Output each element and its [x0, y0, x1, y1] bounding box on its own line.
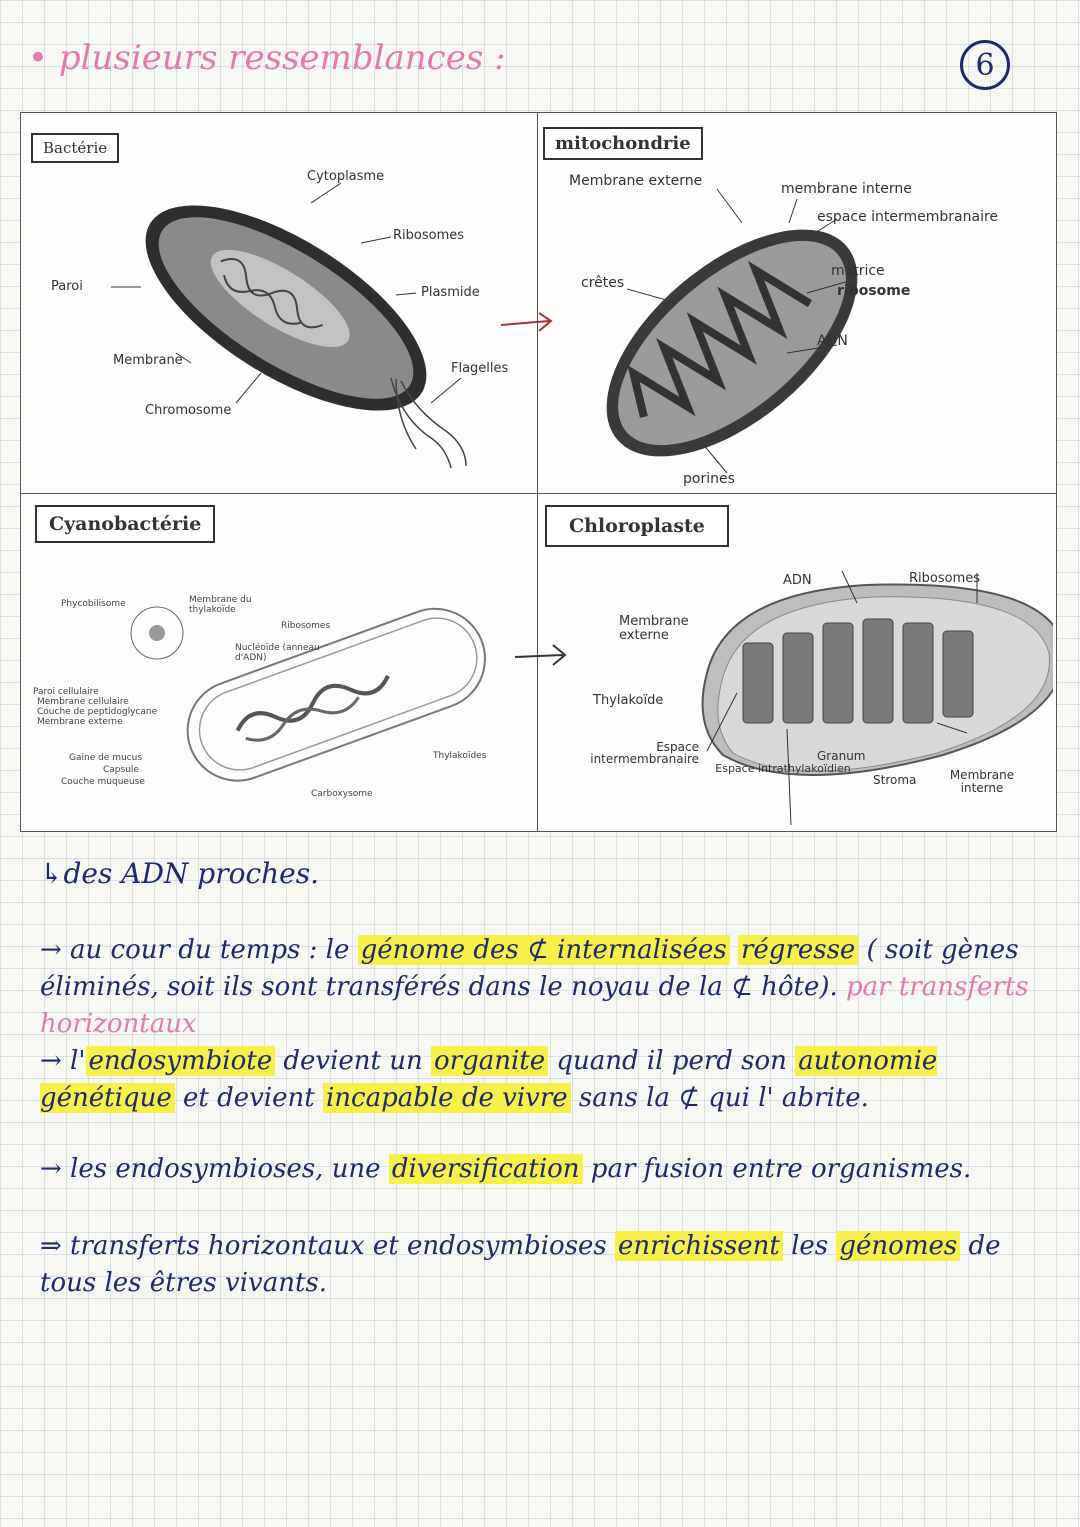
p4-text-a: ⇒ transferts horizontaux et endosymbioses [40, 1231, 607, 1261]
heading-text: • plusieurs ressemblances : [28, 38, 506, 78]
mito-label-espace-intermembranaire: espace intermembranaire [817, 209, 999, 225]
notes-paragraph-4 [40, 1228, 1050, 1302]
p2-text-b: devient un [283, 1046, 423, 1076]
p2-text-d: et devient [182, 1083, 315, 1113]
notes-paragraph-2 [40, 1043, 1050, 1117]
bacterie-label-cytoplasme: Cytoplasme [307, 169, 385, 184]
p1-highlight-regresse: régresse [738, 935, 858, 965]
chloro-label-membrane-externe: Membrane externe [619, 614, 689, 643]
cyano-label-nucleoide: Nucléoïde (anneau d'ADN) [235, 643, 320, 663]
cyano-label-ribosomes: Ribosomes [281, 621, 331, 631]
bacterie-label-flagelles: Flagelles [451, 361, 509, 376]
cyano-label-membrane-cellulaire: Membrane cellulaire [37, 697, 129, 707]
p1-text-a: → au cour du temps : le [40, 935, 350, 965]
p2-text-a: → l' [40, 1046, 86, 1076]
handwritten-notes [40, 855, 1050, 1302]
p1-pink-note: par transferts horizontaux [40, 972, 1029, 1039]
p3-text-b: par fusion entre organismes. [590, 1154, 972, 1184]
chloro-label-membrane-interne: Membrane interne [949, 768, 1015, 795]
chloro-label-thylakoide: Thylakoïde [593, 693, 664, 708]
p2-highlight-organite: organite [431, 1046, 548, 1076]
chloroplaste-title: Chloroplaste [545, 505, 729, 547]
notes-subtitle: ↳des ADN proches. [40, 857, 320, 890]
mito-label-matrice: matrice [831, 263, 885, 279]
p2-text-c: quand il perd son [556, 1046, 787, 1076]
p2-highlight-endosymbiote: endosymbiote [86, 1046, 276, 1076]
cyano-label-membrane-thylakoide: Membrane du thylakoïde [189, 595, 252, 615]
p4-text-b: les [791, 1231, 829, 1261]
chloro-label-adn: ADN [783, 573, 812, 588]
chloro-label-espace-intrathylakoidien: Espace intrathylakoïdien [715, 762, 851, 775]
p1-highlight: génome des ⊄ internalisées [358, 935, 730, 965]
p3-highlight-diversification: diversification [389, 1154, 583, 1184]
mito-label-ribosome: ribosome [837, 283, 911, 299]
bacterie-label-plasmide: Plasmide [421, 285, 480, 300]
comparison-figure [20, 112, 1057, 832]
mito-label-cretes: crêtes [581, 275, 625, 291]
p2-text-e: sans la ⊄ qui l' abrite. [578, 1083, 869, 1113]
notes-paragraph-1 [40, 932, 1050, 1043]
mito-label-adn: ADN [817, 333, 848, 349]
p2-highlight-autonomie: autonomie génétique [40, 1046, 938, 1113]
bacterie-label-membrane: Membrane [113, 353, 183, 368]
cyano-label-carboxysome: Carboxysome [311, 789, 373, 799]
cyano-label-gaine: Gaine de mucus [69, 753, 143, 763]
cyano-label-couche-muqueuse: Couche muqueuse [61, 777, 145, 787]
p2-highlight-incapable: incapable de vivre [323, 1083, 571, 1113]
mitochondria-illustration [537, 113, 1053, 493]
mito-label-membrane-interne: membrane interne [781, 181, 912, 197]
p1-text-c: ( soit gènes éliminés, soit ils sont transférés dans le noyau de la ⊄ hôte). [40, 935, 1019, 1002]
bacterie-label-paroi: Paroi [51, 279, 83, 294]
chloro-label-ribosomes: Ribosomes [909, 571, 981, 586]
cyano-label-phycobilisome: Phycobilisome [61, 599, 126, 609]
cyano-label-thylakoides: Thylakoïdes [433, 751, 487, 761]
chloro-label-espace-intermembranaire: Espace intermembranaire [590, 740, 699, 766]
p4-highlight-enrichissent: enrichissent [615, 1231, 783, 1261]
bacterie-title: Bactérie [31, 133, 119, 163]
bacterie-label-ribosomes: Ribosomes [393, 228, 465, 243]
cyanobacterie-title: Cyanobactérie [35, 505, 215, 543]
cyano-label-paroi-cellulaire: Paroi cellulaire [33, 687, 99, 697]
page-number-text: 6 [975, 47, 995, 83]
mito-label-membrane-externe: Membrane externe [569, 173, 703, 189]
page-heading [28, 38, 506, 78]
cyano-label-peptidoglycane: Couche de peptidoglycane [37, 707, 158, 717]
p3-text-a: → les endosymbioses, une [40, 1154, 381, 1184]
chloro-label-granum: Granum [817, 749, 866, 763]
bacterie-label-chromosome: Chromosome [145, 403, 232, 418]
mito-label-porines: porines [683, 471, 735, 487]
cyano-label-capsule: Capsule [103, 765, 139, 775]
mitochondrie-title: mitochondrie [543, 127, 703, 160]
cyano-label-membrane-externe: Membrane externe [37, 717, 123, 727]
notes-paragraph-3 [40, 1151, 1050, 1188]
bacteria-illustration [21, 113, 537, 493]
p4-highlight-genomes: génomes [836, 1231, 960, 1261]
chloro-label-stroma: Stroma [873, 773, 917, 787]
page-number [960, 40, 1010, 90]
p4-text-c: de tous les êtres vivants. [40, 1231, 1001, 1298]
